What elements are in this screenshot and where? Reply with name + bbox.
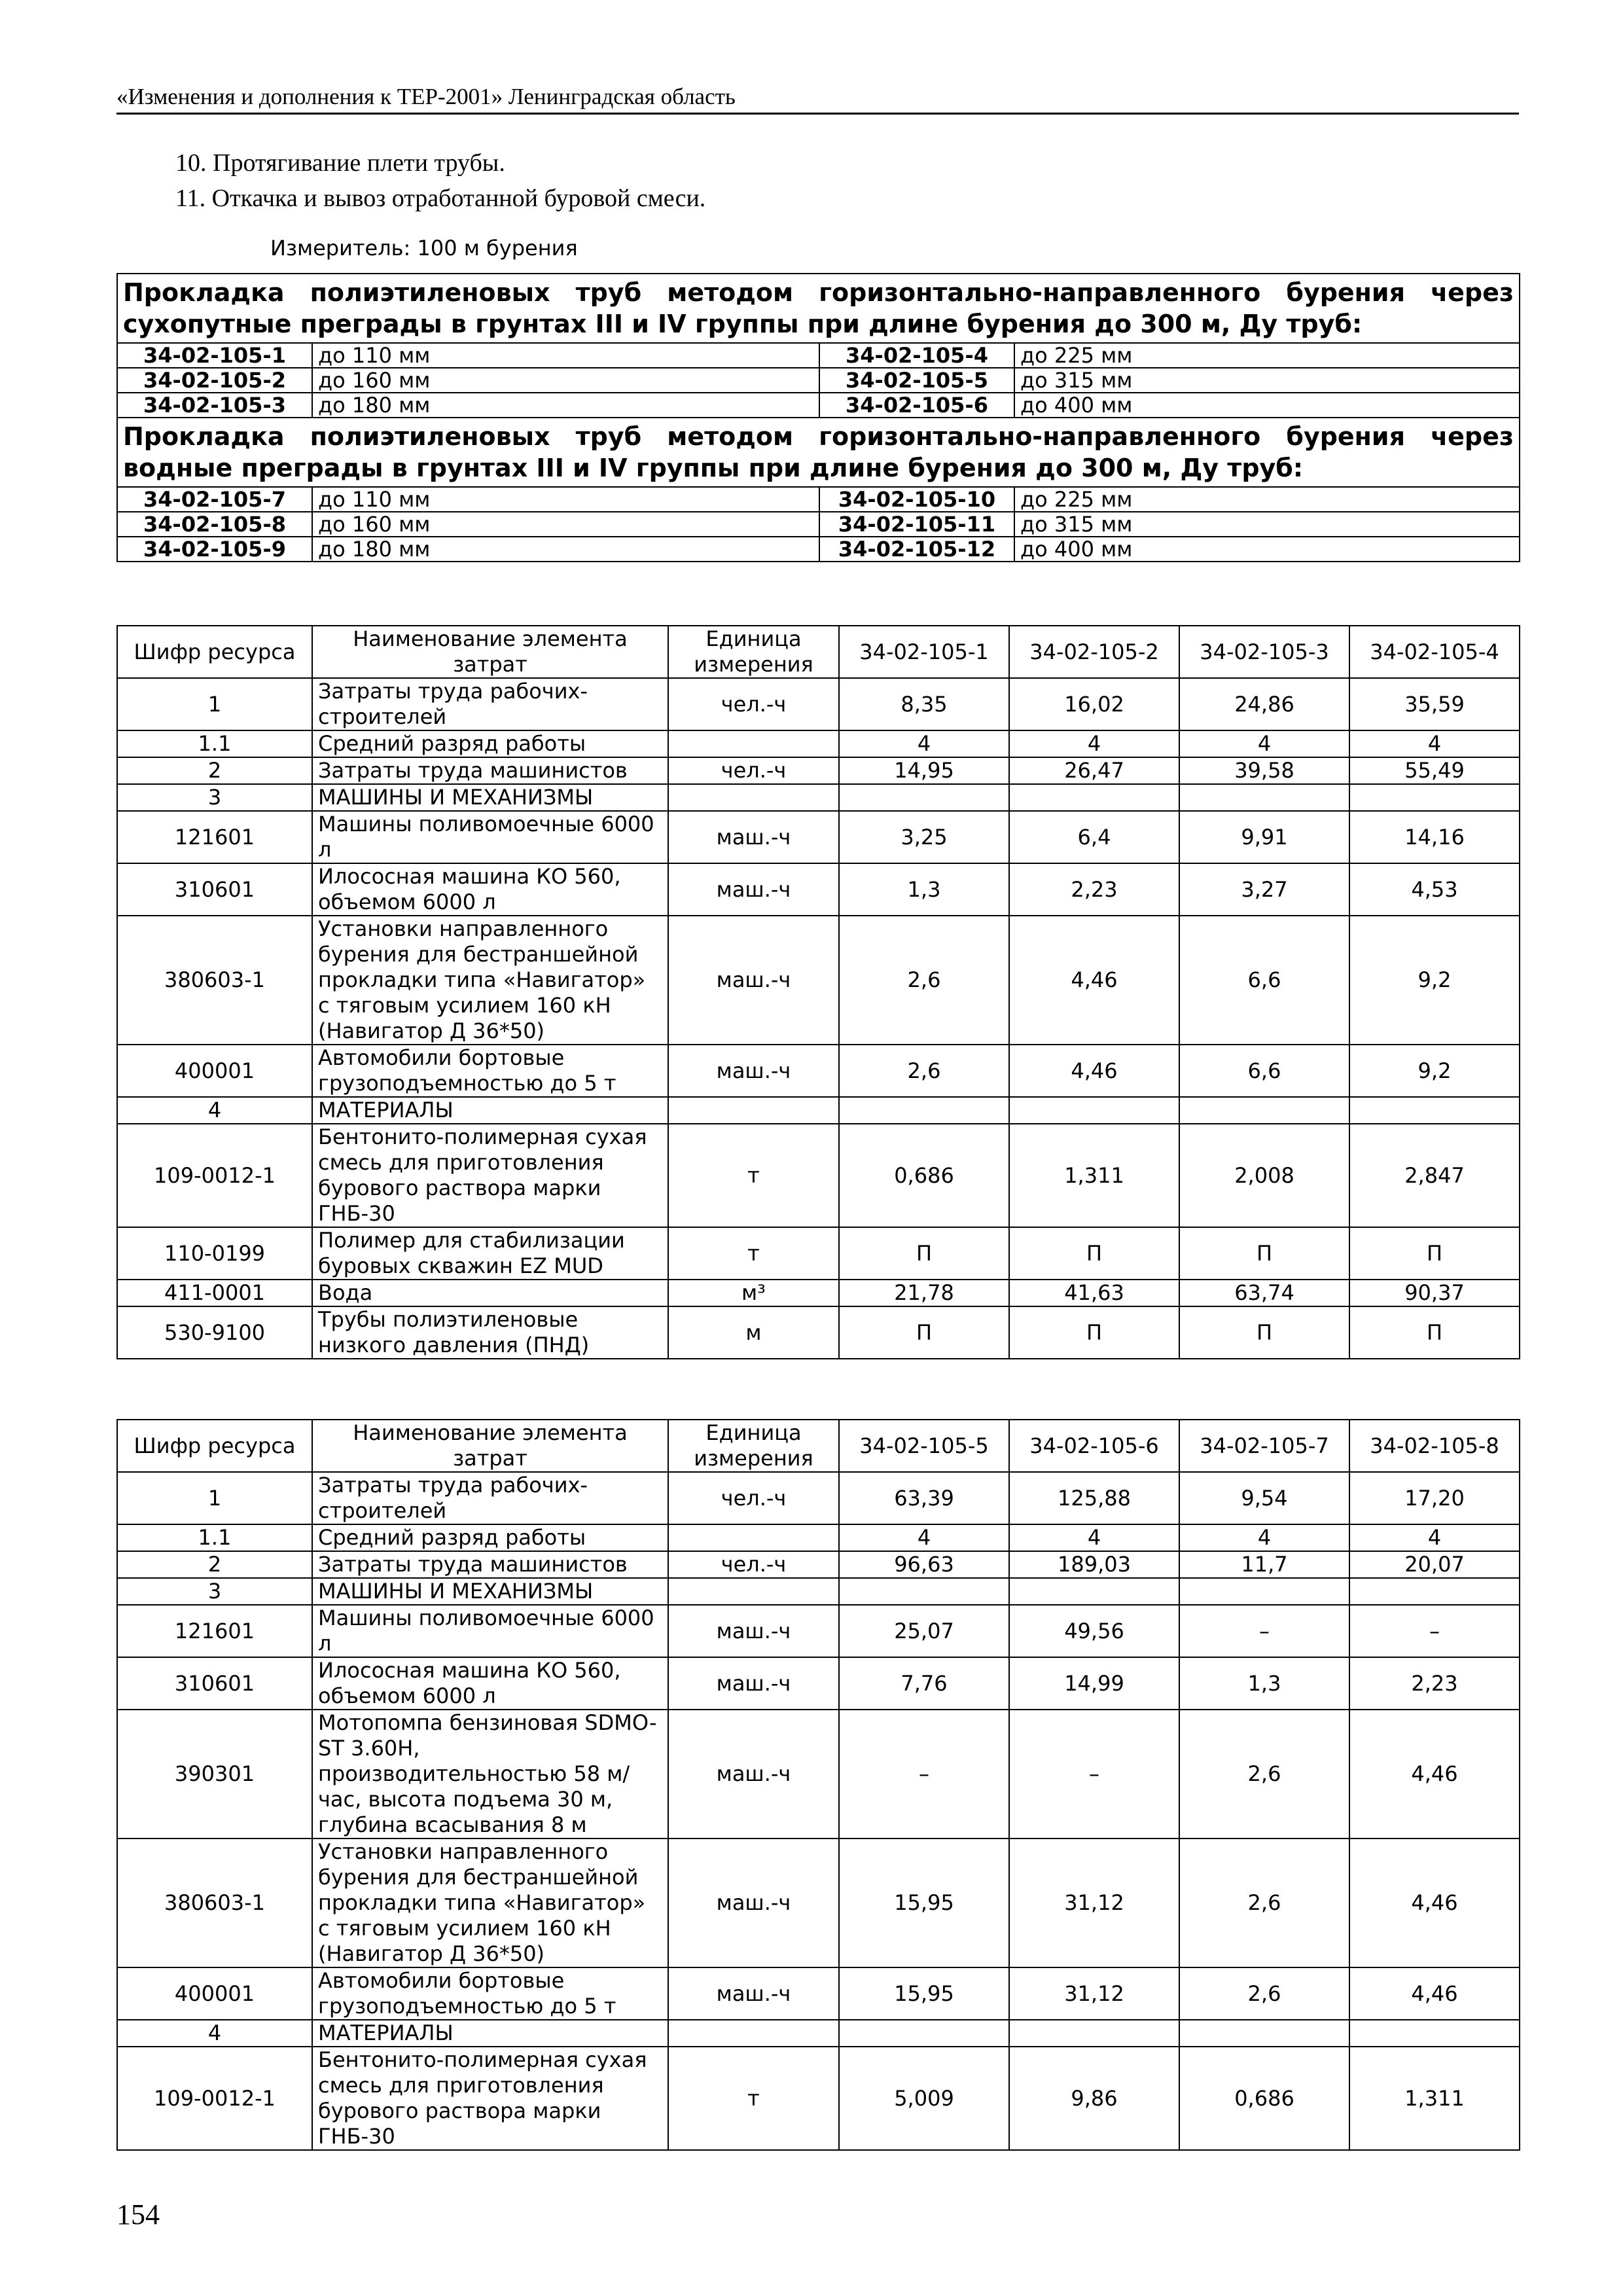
value: 55,49 [1349, 757, 1520, 784]
unit: маш.-ч [668, 1710, 839, 1839]
value: 4 [839, 730, 1009, 757]
value: 6,6 [1179, 1045, 1349, 1097]
value: 1,3 [1179, 1657, 1349, 1710]
value: 41,63 [1009, 1280, 1179, 1306]
value: 17,20 [1349, 1472, 1520, 1524]
value [1009, 784, 1179, 811]
cost-element-name: Средний разряд работы [312, 1524, 668, 1551]
value: 3,25 [839, 811, 1009, 863]
value: 9,54 [1179, 1472, 1349, 1524]
resource-code: 4 [117, 1097, 312, 1124]
value: 31,12 [1009, 1839, 1179, 1967]
unit: чел.-ч [668, 678, 839, 730]
table-row [117, 730, 1520, 757]
value: 4 [1179, 730, 1349, 757]
value [1179, 784, 1349, 811]
resource-table-1 [116, 625, 1520, 1359]
resource-code: 110-0199 [117, 1227, 312, 1280]
table-row [117, 1524, 1520, 1551]
unit: м [668, 1306, 839, 1359]
resource-code: 411-0001 [117, 1280, 312, 1306]
cost-element-name: МАТЕРИАЛЫ [312, 2020, 668, 2047]
code-row [117, 393, 1520, 418]
value [1179, 1097, 1349, 1124]
table-row [117, 916, 1520, 1045]
code-cell: 34-02-105-10 [819, 487, 1014, 512]
column-header: Наименование элемента затрат [312, 626, 668, 678]
value: 4,53 [1349, 863, 1520, 916]
table-row [117, 2047, 1520, 2150]
resource-code: 1 [117, 678, 312, 730]
step-11: 11. Откачка и вывоз отработанной буровой смеси. [175, 185, 706, 212]
table-row [117, 1551, 1520, 1578]
column-header: Наименование элемента затрат [312, 1420, 668, 1472]
value [1009, 1097, 1179, 1124]
cost-element-name: Бентонито-полимерная сухая смесь для приготовления бурового раствора марки ГНБ-30 [312, 1124, 668, 1227]
value: П [1179, 1306, 1349, 1359]
cost-element-name: Автомобили бортовые грузоподъемностью до 5 т [312, 1967, 668, 2020]
value: 2,6 [1179, 1839, 1349, 1967]
resource-code: 3 [117, 1578, 312, 1605]
unit: маш.-ч [668, 863, 839, 916]
value: 125,88 [1009, 1472, 1179, 1524]
value: 4,46 [1349, 1967, 1520, 2020]
unit [668, 2020, 839, 2047]
value: 0,686 [1179, 2047, 1349, 2150]
code-cell: 34-02-105-8 [117, 512, 312, 537]
value [1009, 1578, 1179, 1605]
table-row [117, 1605, 1520, 1657]
column-header: Шифр ресурса [117, 1420, 312, 1472]
value: 15,95 [839, 1967, 1009, 2020]
value: П [1349, 1227, 1520, 1280]
unit: маш.-ч [668, 811, 839, 863]
diameter-cell: до 110 мм [312, 343, 819, 368]
unit: маш.-ч [668, 1605, 839, 1657]
unit: м³ [668, 1280, 839, 1306]
value: 2,008 [1179, 1124, 1349, 1227]
value: 96,63 [839, 1551, 1009, 1578]
value: 4 [1009, 1524, 1179, 1551]
table-row [117, 1839, 1520, 1967]
diameter-cell: до 315 мм [1014, 512, 1520, 537]
resource-code: 400001 [117, 1967, 312, 2020]
table-row [117, 757, 1520, 784]
cost-element-name: Мотопомпа бензиновая SDMO-ST 3.60H, производительностью 58 м/час, высота подъема 30 м, глубина всасывания 8 м [312, 1710, 668, 1839]
steps-list [175, 145, 705, 216]
value: 2,23 [1009, 863, 1179, 916]
column-header: Единица измерения [668, 1420, 839, 1472]
column-header: 34-02-105-5 [839, 1420, 1009, 1472]
code-row [117, 537, 1520, 562]
value: 6,4 [1009, 811, 1179, 863]
unit: чел.-ч [668, 1551, 839, 1578]
code-cell: 34-02-105-5 [819, 368, 1014, 393]
value: 3,27 [1179, 863, 1349, 916]
cost-element-name: Бентонито-полимерная сухая смесь для приготовления бурового раствора марки ГНБ-30 [312, 2047, 668, 2150]
column-header: 34-02-105-1 [839, 626, 1009, 678]
unit: т [668, 1124, 839, 1227]
value: 8,35 [839, 678, 1009, 730]
value [1349, 1578, 1520, 1605]
value: 4 [1179, 1524, 1349, 1551]
code-row [117, 343, 1520, 368]
table-row [117, 1967, 1520, 2020]
diameter-cell: до 400 мм [1014, 393, 1520, 418]
codes-table [116, 273, 1520, 562]
value: 4,46 [1009, 1045, 1179, 1097]
value: 4 [1349, 730, 1520, 757]
value [1349, 784, 1520, 811]
table-row [117, 811, 1520, 863]
unit [668, 730, 839, 757]
table-row [117, 2020, 1520, 2047]
value: 4 [1009, 730, 1179, 757]
code-cell: 34-02-105-6 [819, 393, 1014, 418]
resource-code: 380603-1 [117, 1839, 312, 1967]
code-row [117, 512, 1520, 537]
value [839, 1097, 1009, 1124]
table-row [117, 863, 1520, 916]
value [839, 784, 1009, 811]
value [1179, 1578, 1349, 1605]
page-number: 154 [116, 2198, 160, 2231]
code-cell: 34-02-105-7 [117, 487, 312, 512]
value: 14,16 [1349, 811, 1520, 863]
diameter-cell: до 160 мм [312, 512, 819, 537]
value: 6,6 [1179, 916, 1349, 1045]
diameter-cell: до 315 мм [1014, 368, 1520, 393]
resource-code: 1 [117, 1472, 312, 1524]
section-title: Прокладка полиэтиленовых труб методом горизонтально-направленного бурения через сухопутные преграды в грунтах III и IV группы при длине бурения до 300 м, Ду труб: [117, 274, 1520, 343]
value: 35,59 [1349, 678, 1520, 730]
diameter-cell: до 110 мм [312, 487, 819, 512]
value: 1,311 [1349, 2047, 1520, 2150]
cost-element-name: Установки направленного бурения для бестраншейной прокладки типа «Навигатор» с тяговым усилием 160 кН (Навигатор Д 36*50) [312, 1839, 668, 1967]
value: 15,95 [839, 1839, 1009, 1967]
column-header: 34-02-105-6 [1009, 1420, 1179, 1472]
resource-code: 3 [117, 784, 312, 811]
value: 16,02 [1009, 678, 1179, 730]
resource-code: 530-9100 [117, 1306, 312, 1359]
value: 1,311 [1009, 1124, 1179, 1227]
value: 49,56 [1009, 1605, 1179, 1657]
value: 1,3 [839, 863, 1009, 916]
code-cell: 34-02-105-11 [819, 512, 1014, 537]
value: П [839, 1306, 1009, 1359]
value: 4,46 [1009, 916, 1179, 1045]
column-header: 34-02-105-3 [1179, 626, 1349, 678]
value: 2,6 [1179, 1710, 1349, 1839]
section-title: Прокладка полиэтиленовых труб методом горизонтально-направленного бурения через водные преграды в грунтах III и IV группы при длине бурения до 300 м, Ду труб: [117, 418, 1520, 487]
resource-code: 121601 [117, 811, 312, 863]
value: 0,686 [839, 1124, 1009, 1227]
value: 9,2 [1349, 1045, 1520, 1097]
unit: маш.-ч [668, 916, 839, 1045]
resource-code: 4 [117, 2020, 312, 2047]
value [839, 1578, 1009, 1605]
code-cell: 34-02-105-2 [117, 368, 312, 393]
value: 2,847 [1349, 1124, 1520, 1227]
code-cell: 34-02-105-1 [117, 343, 312, 368]
value: 5,009 [839, 2047, 1009, 2150]
page-header: «Изменения и дополнения к ТЕР-2001» Ленинградская область [116, 84, 1519, 115]
column-header: 34-02-105-4 [1349, 626, 1520, 678]
value: 14,99 [1009, 1657, 1179, 1710]
value: П [1009, 1227, 1179, 1280]
value: 24,86 [1179, 678, 1349, 730]
cost-element-name: Затраты труда машинистов [312, 1551, 668, 1578]
resource-table-2 [116, 1419, 1520, 2151]
table-row [117, 784, 1520, 811]
column-header: 34-02-105-2 [1009, 626, 1179, 678]
unit: чел.-ч [668, 757, 839, 784]
cost-element-name: Машины поливомоечные 6000 л [312, 1605, 668, 1657]
resource-code: 121601 [117, 1605, 312, 1657]
unit: маш.-ч [668, 1045, 839, 1097]
resource-code: 1.1 [117, 1524, 312, 1551]
value: 4,46 [1349, 1839, 1520, 1967]
value: 26,47 [1009, 757, 1179, 784]
value: – [1009, 1710, 1179, 1839]
column-header: 34-02-105-8 [1349, 1420, 1520, 1472]
diameter-cell: до 225 мм [1014, 487, 1520, 512]
column-header: Шифр ресурса [117, 626, 312, 678]
cost-element-name: Средний разряд работы [312, 730, 668, 757]
resource-code: 310601 [117, 1657, 312, 1710]
table-row [117, 1306, 1520, 1359]
value: П [1179, 1227, 1349, 1280]
column-header: 34-02-105-7 [1179, 1420, 1349, 1472]
table-row [117, 1657, 1520, 1710]
value: – [839, 1710, 1009, 1839]
resource-code: 109-0012-1 [117, 2047, 312, 2150]
table-row [117, 1710, 1520, 1839]
resource-code: 390301 [117, 1710, 312, 1839]
resource-code: 310601 [117, 863, 312, 916]
value: – [1179, 1605, 1349, 1657]
value: 2,6 [839, 1045, 1009, 1097]
header-row [117, 1420, 1520, 1472]
unit [668, 784, 839, 811]
value: 9,2 [1349, 916, 1520, 1045]
cost-element-name: Затраты труда машинистов [312, 757, 668, 784]
unit: чел.-ч [668, 1472, 839, 1524]
value [1349, 1097, 1520, 1124]
cost-element-name: МАШИНЫ И МЕХАНИЗМЫ [312, 784, 668, 811]
cost-element-name: Автомобили бортовые грузоподъемностью до 5 т [312, 1045, 668, 1097]
diameter-cell: до 180 мм [312, 393, 819, 418]
value: 63,74 [1179, 1280, 1349, 1306]
step-10: 10. Протягивание плети трубы. [175, 149, 505, 177]
value: 4 [839, 1524, 1009, 1551]
code-cell: 34-02-105-9 [117, 537, 312, 562]
value [839, 2020, 1009, 2047]
unit: маш.-ч [668, 1839, 839, 1967]
value: П [1009, 1306, 1179, 1359]
unit: т [668, 1227, 839, 1280]
resource-code: 400001 [117, 1045, 312, 1097]
value: 20,07 [1349, 1551, 1520, 1578]
cost-element-name: Затраты труда рабочих-строителей [312, 1472, 668, 1524]
code-cell: 34-02-105-12 [819, 537, 1014, 562]
cost-element-name: Полимер для стабилизации буровых скважин EZ MUD [312, 1227, 668, 1280]
value: 9,86 [1009, 2047, 1179, 2150]
meter-label: Измеритель: 100 м бурения [270, 236, 578, 260]
table-row [117, 678, 1520, 730]
value: – [1349, 1605, 1520, 1657]
resource-code: 1.1 [117, 730, 312, 757]
code-row [117, 368, 1520, 393]
diameter-cell: до 180 мм [312, 537, 819, 562]
value: 21,78 [839, 1280, 1009, 1306]
value: 90,37 [1349, 1280, 1520, 1306]
cost-element-name: Трубы полиэтиленовые низкого давления (ПНД) [312, 1306, 668, 1359]
value: 9,91 [1179, 811, 1349, 863]
value: 11,7 [1179, 1551, 1349, 1578]
header-row [117, 626, 1520, 678]
section-title-row [117, 418, 1520, 487]
column-header: Единица измерения [668, 626, 839, 678]
value: 31,12 [1009, 1967, 1179, 2020]
unit: маш.-ч [668, 1657, 839, 1710]
value: 39,58 [1179, 757, 1349, 784]
value: 25,07 [839, 1605, 1009, 1657]
code-cell: 34-02-105-3 [117, 393, 312, 418]
table-row [117, 1472, 1520, 1524]
value: 189,03 [1009, 1551, 1179, 1578]
value: П [1349, 1306, 1520, 1359]
value: П [839, 1227, 1009, 1280]
value [1179, 2020, 1349, 2047]
cost-element-name: Илососная машина КО 560, объемом 6000 л [312, 1657, 668, 1710]
resource-code: 2 [117, 1551, 312, 1578]
unit [668, 1578, 839, 1605]
cost-element-name: МАТЕРИАЛЫ [312, 1097, 668, 1124]
value: 63,39 [839, 1472, 1009, 1524]
unit: маш.-ч [668, 1967, 839, 2020]
value [1009, 2020, 1179, 2047]
table-row [117, 1124, 1520, 1227]
table-row [117, 1280, 1520, 1306]
value: 4,46 [1349, 1710, 1520, 1839]
value: 2,6 [1179, 1967, 1349, 2020]
unit [668, 1097, 839, 1124]
cost-element-name: Установки направленного бурения для бестраншейной прокладки типа «Навигатор» с тяговым усилием 160 кН (Навигатор Д 36*50) [312, 916, 668, 1045]
value: 7,76 [839, 1657, 1009, 1710]
value [1349, 2020, 1520, 2047]
resource-code: 2 [117, 757, 312, 784]
table-row [117, 1097, 1520, 1124]
value: 2,6 [839, 916, 1009, 1045]
value: 4 [1349, 1524, 1520, 1551]
unit: т [668, 2047, 839, 2150]
table-row [117, 1045, 1520, 1097]
value: 14,95 [839, 757, 1009, 784]
table-row [117, 1578, 1520, 1605]
resource-code: 109-0012-1 [117, 1124, 312, 1227]
code-cell: 34-02-105-4 [819, 343, 1014, 368]
cost-element-name: Вода [312, 1280, 668, 1306]
cost-element-name: МАШИНЫ И МЕХАНИЗМЫ [312, 1578, 668, 1605]
diameter-cell: до 400 мм [1014, 537, 1520, 562]
cost-element-name: Затраты труда рабочих-строителей [312, 678, 668, 730]
resource-code: 380603-1 [117, 916, 312, 1045]
diameter-cell: до 225 мм [1014, 343, 1520, 368]
cost-element-name: Машины поливомоечные 6000 л [312, 811, 668, 863]
code-row [117, 487, 1520, 512]
table-row [117, 1227, 1520, 1280]
unit [668, 1524, 839, 1551]
cost-element-name: Илососная машина КО 560, объемом 6000 л [312, 863, 668, 916]
value: 2,23 [1349, 1657, 1520, 1710]
diameter-cell: до 160 мм [312, 368, 819, 393]
section-title-row [117, 274, 1520, 343]
